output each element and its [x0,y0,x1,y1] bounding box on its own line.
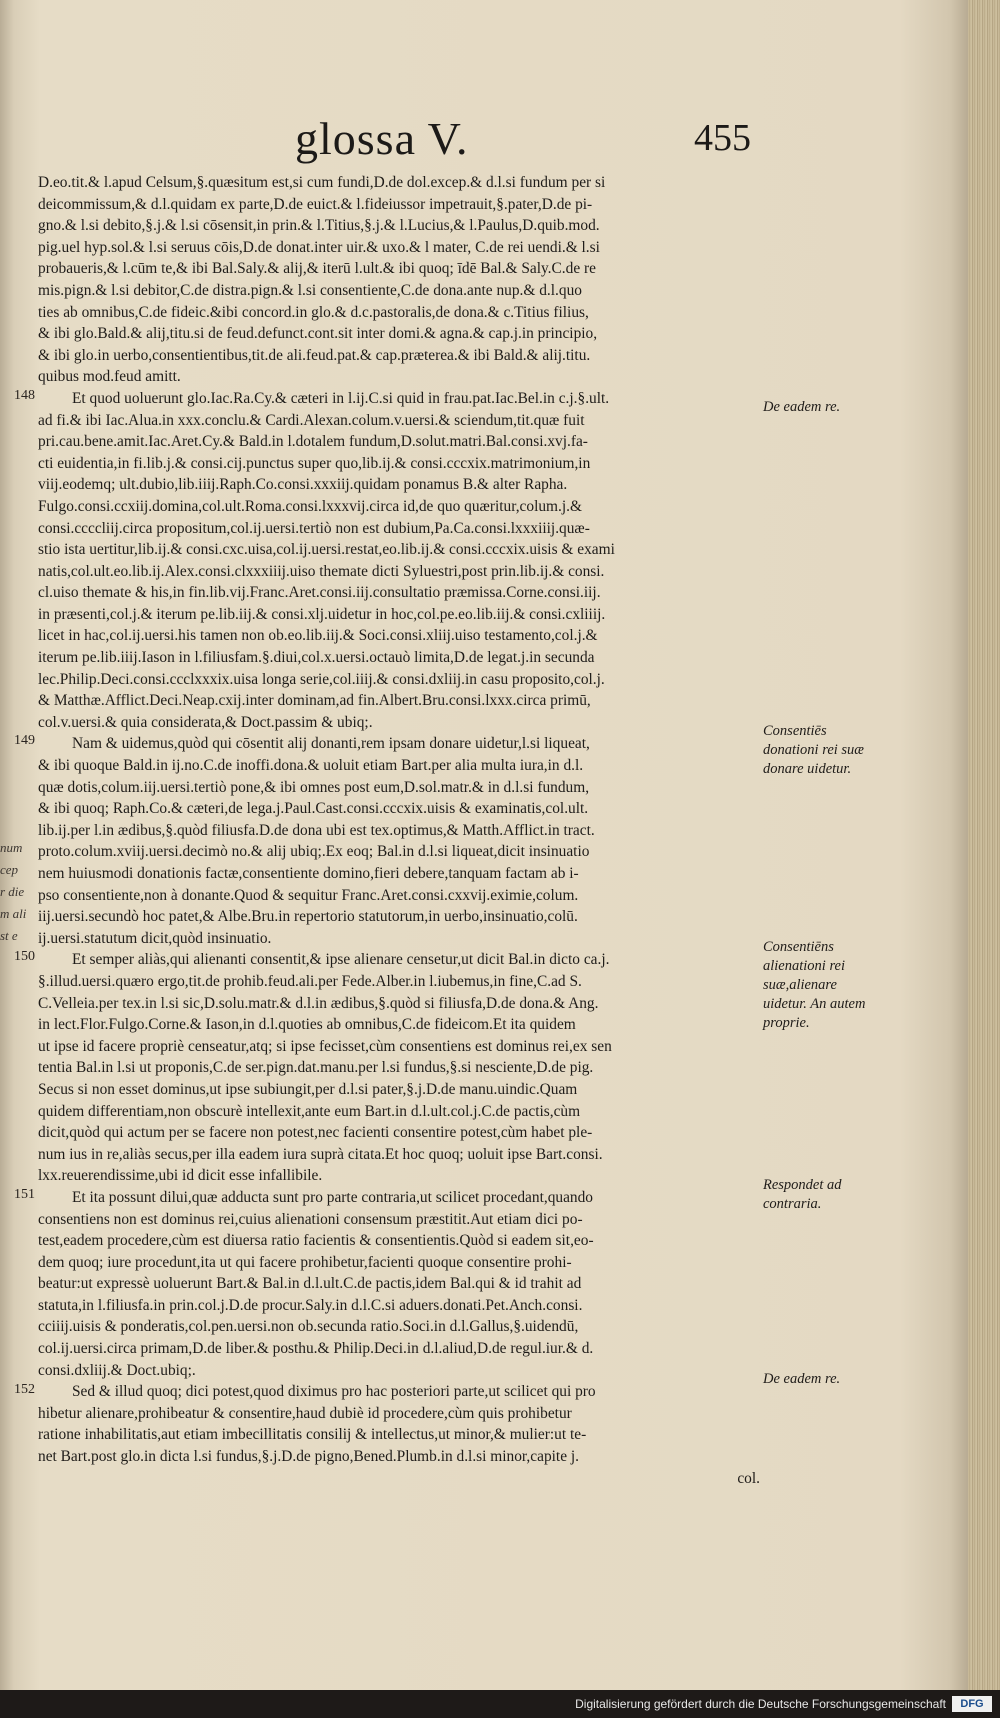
text-line: cciiij.uisis & ponderatis,col.pen.uersi.non ob.secunda ratio.Soci.in d.l.Gallus,§.uidendū, [38,1318,579,1336]
text-line: in lect.Flor.Fulgo.Corne.& Iason,in d.l.quoties ab omnibus,C.de fideicom.Et ita quidem [38,1016,576,1034]
text-line: viij.eodemq; ult.dubio,lib.iiij.Raph.Co.consi.xxxiij.quidam ponamus B.& alter Rapha. [38,476,568,494]
text-line: cl.uiso themate & his,in fin.lib.vij.Franc.Aret.consi.iij.consultatio præmissa.Corne.consi.iij. [38,584,601,602]
text-line: dem quoq; iure procedunt,ita ut qui facere prohibetur,facienti quoque consentire prohi- [38,1253,572,1271]
book-page-edges [968,0,1000,1690]
margin-fragment: m ali [0,906,27,921]
paragraph-number: 150 [14,949,35,964]
text-line: iterum pe.lib.iiij.Iason in l.filiusfam.§.diui,col.x.uersi.octauò limita,D.de legat.j.in secunda [38,649,595,667]
paragraph-number: 149 [14,733,35,748]
margin-fragment: r die [0,884,25,899]
text-line: in præsenti,col.j.& iterum pe.lib.iij.& consi.xlj.uidetur in hoc,col.pe.eo.lib.iij.& consi.cxliiij. [38,605,606,623]
text-line: stio ista uertitur,lib.ij.& consi.cxc.uisa,col.ij.uersi.restat,eo.lib.ij.& consi.cccxix.uisis & exami [38,541,615,559]
text-line: Et quod uoluerunt glo.Iac.Ra.Cy.& cæteri in l.ij.C.si quid in frau.pat.Iac.Bel.in c.j.§.ult. [72,389,610,407]
text-line: natis,col.ult.eo.lib.ij.Alex.consi.clxxxiiij.uiso themate dicti Syluestri,post prin.lib.ij.& consi. [38,562,605,580]
text-line: pri.cau.bene.amit.Iac.Aret.Cy.& Bald.in l.dotalem fundum,D.solut.matri.Bal.consi.xvj.fa- [38,433,588,451]
text-line: gno.& l.si debito,§.j.& l.si cōsensit,in prin.& l.Titius,§.j.& l.Lucius,& l.Paulus,D.quib.mod. [38,217,600,235]
text-line: tentia Bal.in l.si ut proponis,C.de ser.pign.dat.manu.per l.si fundus,§.si nesciente,D.de pig. [38,1059,594,1077]
text-line: lec.Philip.Deci.consi.ccclxxxix.uisa longa serie,col.iiij.& consi.dxliij.in casu proposito,col.j. [38,670,605,688]
text-line: deicommissum,& d.l.quidam ex parte,D.de euict.& l.fideiussor impetrauit,§.pater,D.de pi- [38,195,593,213]
text-line: quidem differentiam,non obscurè intellexit,ante eum Bart.in d.l.ult.col.j.C.de pactis,cùm [38,1102,581,1120]
text-line: lib.ij.per l.in ædibus,§.quòd filiusfa.D.de dona ubi est tex.optimus,& Matth.Afflict.in tract. [38,821,595,839]
text-line: quæ dotis,colum.iij.uersi.tertiò pone,& ibi omnes post eum,D.sol.matr.& in d.l.si fundum, [38,778,590,796]
paragraph-149 [38,733,760,949]
text-line: ad fi.& ibi Iac.Alua.in xxx.conclu.& Cardi.Alexan.colum.v.uersi.& sciendum,tit.quæ fuit [38,411,585,429]
paragraph-152 [38,1381,760,1489]
marginal-note: De eadem re. [763,1371,841,1387]
text-line: ties ab omnibus,C.de fideic.&ibi concord.in glo.& d.c.pastoralis,de dona.& c.Titius filius, [38,303,589,321]
text-line: ij.uersi.statutum dicit,quòd insinuatio. [38,929,272,947]
page-header-title: glossa V. [295,113,469,164]
paragraph-148 [38,388,760,734]
text-line: consi.dxliij.& Doct.ubiq;. [38,1361,196,1379]
text-line: net Bart.post glo.in dicta l.si fundus,§.j.D.de pigno,Bened.Plumb.in d.l.si minor,capite j. [38,1448,579,1466]
footer-credit: Digitalisierung gefördert durch die Deutsche Forschungsgemeinschaft [575,1697,946,1711]
text-line: dicit,quòd qui actum per se facere non potest,nec facienti consentire potest,cùm habet ple- [38,1124,593,1142]
text-line: num ius in re,aliàs secus,per illa eadem iura suprà citata.Et hoc quoq; uoluit ipse Bart.consi. [38,1145,603,1163]
text-line: & ibi quoque Bald.in ij.no.C.de inoffi.dona.& uoluit etiam Bart.per alia multa iura,in d.l. [38,757,584,775]
text-line: mis.pign.& l.si debitor,C.de distra.pign.& l.si consentiente,C.de dona.ante nup.& d.l.quo [38,281,582,299]
intro-paragraph [38,172,760,388]
text-line: Fulgo.consi.ccxiij.domina,col.ult.Roma.consi.lxxxvij.circa id,de quo quæritur,colum.j.& [38,497,582,515]
text-line: test,eadem procedere,cùm est diuersa ratio facientis & consentientis.Quòd si eadem sit,eo- [38,1232,594,1250]
margin-fragment: cep [0,862,19,877]
text-line: lxx.reuerendissime,ubi id dicit esse infallibile. [38,1167,323,1185]
text-line: consentiens non est dominus rei,cuius alienationi consensum præstitit.Aut etiam dici po- [38,1210,583,1228]
text-line: consi.ccccliij.circa propositum,col.ij.uersi.tertiò non est dubium,Pa.Ca.consi.lxxxiiij.quæ- [38,519,590,537]
text-line: ratione inhabilitatis,aut etiam imbecillitatis consilij & intellectus,ut minor,& mulier:ut te- [38,1426,587,1444]
text-line: & ibi glo.Bald.& alij,titu.si de feud.defunct.cont.sit inter domi.& agna.& cap.j.in principio, [38,325,598,343]
text-line: ut ipse id facere propriè censeatur,atq; si ipse fecisset,cùm consentiens est dominus rei,ex sen [38,1037,612,1055]
text-line: & Matthæ.Afflict.Deci.Neap.cxij.inter dominam,ad fin.Albert.Bru.consi.lxxx.circa primū, [38,692,591,710]
text-line: §.illud.uersi.quæro ergo,tit.de prohib.feud.ali.per Fede.Alber.in l.iubemus,in fine,C.ad S. [38,972,582,990]
page-number: 455 [694,117,751,159]
main-text [38,172,760,1489]
text-line: & ibi quoq; Raph.Co.& cæteri,de lega.j.Paul.Cast.consi.cccxix.uisis & examinatis,col.ult. [38,800,589,818]
paragraph-150 [38,949,760,1187]
text-line: C.Velleia.per tex.in l.si sic,D.solu.matr.& d.l.in ædibus,§.quòd si filiusfa,D.de dona.& Ang. [38,994,599,1012]
marginal-note: Consentiēs donationi rei suæ donare uidetur. [763,723,864,777]
text-line: Sed & illud quoq; dici potest,quod diximus pro hac posteriori parte,ut scilicet qui pro [72,1383,596,1401]
text-line: beatur:ut expressè uoluerunt Bart.& Bal.in d.l.ult.C.de pactis,idem Bal.qui & id trahit ad [38,1275,582,1293]
marginal-note: Consentiēns alienationi rei suæ,alienare uidetur. An autem proprie. [763,939,866,1031]
text-line: Nam & uidemus,quòd qui cōsentit alij donanti,rem ipsam donare uidetur,l.si liqueat, [72,735,590,753]
text-line: col. [737,1469,760,1487]
text-line: Secus si non esset dominus,ut ipse subiungit,per d.l.si pater,§.j.D.de manu.uindic.Quam [38,1080,578,1098]
text-line: pig.uel hyp.sol.& l.si seruus cōis,D.de donat.inter uir.& uxo.& l mater, C.de rei uendi.& l.si [38,238,600,256]
paragraph-151 [38,1187,760,1381]
text-line: proto.colum.xviij.uersi.decimò no.& alij ubiq;.Ex eoq; Bal.in d.l.si liqueat,dicit insinuatio [38,843,590,861]
text-line: Et ita possunt dilui,quæ adducta sunt pro parte contraria,ut scilicet procedant,quando [72,1188,594,1206]
text-line: hibetur alienare,prohibeatur & consentire,haud dubiè id procedere,cùm quis prohibetur [38,1404,572,1422]
paragraph-number: 148 [14,388,35,403]
text-line: statuta,in l.filiusfa.in prin.col.j.D.de procur.Saly.in d.l.C.si aduers.donati.Pet.Anch.consi. [38,1296,583,1314]
dfg-logo: DFG [952,1696,992,1712]
paragraph-number: 152 [14,1382,35,1397]
text-line: iij.uersi.secundò hoc patet,& Albe.Bru.in repertorio statutorum,in uerbo,insinuatio,colū. [38,908,578,926]
text-line: & ibi glo.in uerbo,consentientibus,tit.de ali.feud.pat.& cap.præterea.& ibi Bald.& alij.titu. [38,346,591,364]
text-line: probaueris,& l.cūm te,& ibi Bal.Saly.& alij,& iterū l.ult.& ibi quoq; īdē Bal.& Saly.C.de re [38,260,596,278]
text-line: quibus mod.feud amitt. [38,368,181,386]
text-line: D.eo.tit.& l.apud Celsum,§.quæsitum est,si cum fundi,D.de dol.excep.& d.l.si fundum per si [38,174,606,191]
text-line: nem huiusmodi donationis factæ,consentiente domino,fieri debere,tanquam factam ab i- [38,865,579,882]
text-line: col.ij.uersi.circa primam,D.de liber.& posthu.& Philip.Deci.in d.l.aliud,D.de regul.iur.& d. [38,1340,594,1358]
text-line: Et semper aliàs,qui alienanti consentit,& ipse alienare censetur,ut dicit Bal.in dicto ca.j. [72,951,610,969]
marginal-note: Respondet ad contraria. [763,1177,842,1212]
margin-fragment: num [0,840,23,855]
text-line: pso consentiente,non à donante.Quod & sequitur Franc.Aret.consi.cxxvij.eximie,colum. [38,886,579,904]
text-line: licet in hac,col.ij.uersi.his tamen non ob.eo.lib.iij.& Soci.consi.xliij.uiso testamento,col.j.& [38,627,598,645]
text-line: cti euidentia,in fi.lib.j.& consi.cij.punctus super quo,lib.ij.& consi.cccxix.matrimonium,in [38,454,591,472]
text-line: col.v.uersi.& quia considerata,& Doct.passim & ubiq;. [38,713,373,731]
margin-fragment: st e [0,928,18,943]
paragraph-number: 151 [14,1187,35,1202]
marginal-note: De eadem re. [763,399,841,415]
